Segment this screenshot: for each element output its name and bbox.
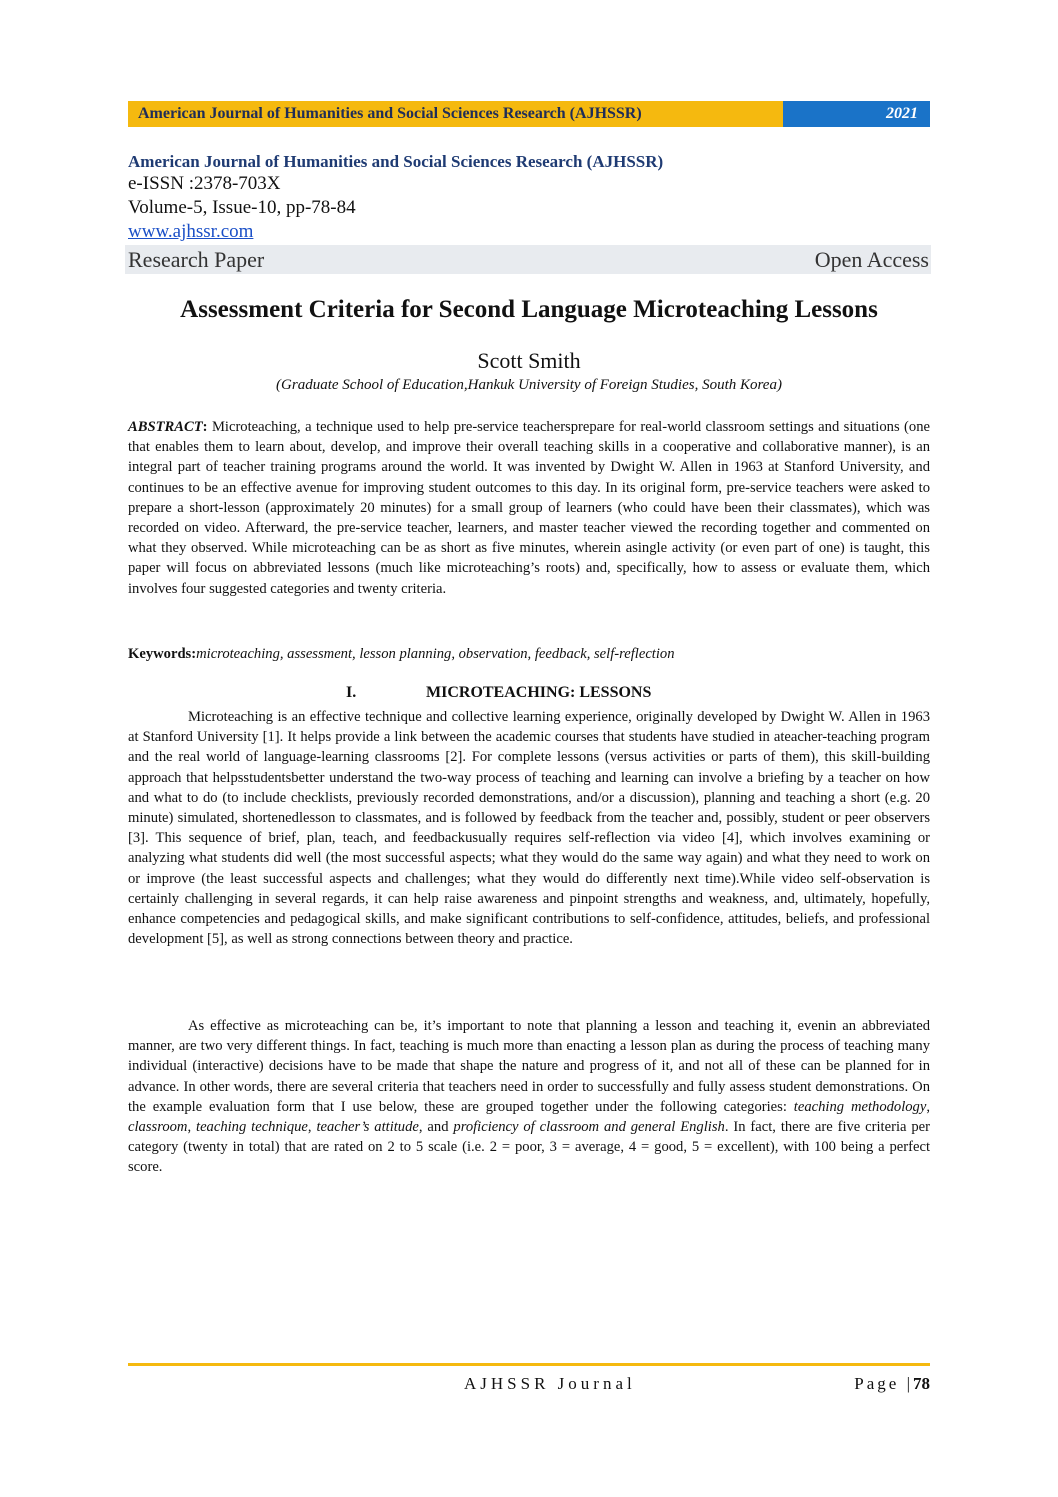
access-type: Open Access bbox=[814, 246, 929, 272]
keywords-label: Keywords: bbox=[128, 646, 197, 662]
category-teaching-technique: teaching technique bbox=[196, 1119, 308, 1136]
journal-website-link[interactable]: www.ajhssr.com bbox=[128, 221, 254, 242]
section-paragraph-2 bbox=[128, 1016, 930, 1178]
footer-page-number: 78 bbox=[913, 1374, 930, 1393]
keywords-text: microteaching, assessment, lesson planning, observation, feedback, self-reflection bbox=[196, 646, 675, 662]
para2-text-b: . In fact, there are five criteria per category (twenty in total) that are rated on 2 to 5 scale (i.e. 2 = poor, 3 = average, 4 = good, 5 = excellent), with 100 being a perfect score. bbox=[128, 1119, 931, 1176]
issn: e-ISSN :2378-703X bbox=[128, 173, 281, 194]
section-title: MICROTEACHING: LESSONS bbox=[426, 684, 652, 701]
category-separator: , bbox=[187, 1119, 197, 1136]
abstract-label: ABSTRACT bbox=[128, 419, 203, 435]
journal-info bbox=[128, 152, 930, 244]
footer-page-label: Page | bbox=[854, 1374, 913, 1393]
category-separator: , bbox=[307, 1119, 317, 1136]
category-teaching-methodology: teaching methodology bbox=[793, 1098, 927, 1115]
footer-page bbox=[854, 1374, 930, 1394]
category-classroom: classroom bbox=[128, 1119, 188, 1136]
volume-issue: Volume-5, Issue-10, pp-78-84 bbox=[128, 197, 356, 218]
journal-banner bbox=[128, 101, 930, 127]
author-affiliation: (Graduate School of Education,Hankuk University of Foreign Studies, South Korea) bbox=[276, 377, 782, 393]
category-separator: , bbox=[926, 1098, 930, 1115]
abstract: ABSTRACT: Microteaching, a technique used to help pre-service teachersprepare for real-world classroom settings and situations (one that enables them to learn about, develop, and improve their overall teaching skills in a cooperative and collaborative manner), is an integral part of teacher training programs around the world. It was invented by Dwight W. Allen in 1963 at Stanford University, and continues to be an effective avenue for improving student outcomes to this day. In its original form, pre-service teachers were asked to prepare a short-lesson (approximately 20 minutes) for a small group of learners (who could have been their classmates), which was recorded on video. Afterward, the pre-service teacher, learners, and master teacher viewed the recording together and commented on what they observed. While microteaching can be as short as five minutes, wherein asingle activity (or even part of one) is taught, this paper will focus on abbreviated lessons (much like microteaching’s roots) and, specifically, how to assess or evaluate them, which involves four suggested categories and twenty criteria. bbox=[128, 419, 930, 597]
paper-type: Research Paper bbox=[128, 246, 265, 272]
page-footer bbox=[128, 1374, 930, 1398]
para2-text-a: As effective as microteaching can be, it’s important to note that planning a lesson and teaching it, evenin an abbreviated manner, are two very different things. In fact, teaching is much more than enacting a lesson plan as during the process of teaching many individual (interactive) decisions have to be made that shape the nature and progress of it, and not all of these can be planned for in advance. In other words, there are several criteria that teachers need in order to successfully and fully assess student demonstrations. On the example evaluation form that I use below, these are grouped together under the following categories: bbox=[128, 1018, 930, 1115]
footer-journal: AJHSSR Journal bbox=[464, 1374, 636, 1393]
abstract-text: Microteaching, a technique used to help pre-service teachersprepare for real-world classroom settings and situations (one that enables them to learn about, develop, and improve their overall teaching skills in a cooperative and collaborative manner), is an integral part of teacher training programs around the world. It was invented by Dwight W. Allen in 1963 at Stanford University, and continues to be an effective avenue for improving student outcomes to this day. In its original form, pre-service teachers were asked to prepare a short-lesson (approximately 20 minutes) for a small group of learners (who could have been their classmates), which was recorded on video. Afterward, the pre-service teacher, learners, and master teacher viewed the recording together and commented on what they observed. While microteaching can be as short as five minutes, wherein asingle activity (or even part of one) is taught, this paper will focus on abbreviated lessons (much like microteaching’s roots) and, specifically, how to assess or evaluate them, which involves four suggested categories and twenty criteria. bbox=[128, 419, 930, 597]
section-paragraph-1: Microteaching is an effective technique and collective learning experience, originally developed by Dwight W. Allen in 1963 at Stanford University [1]. It helps provide a link between the academic courses that students have studied in ateacher-teaching program and the real world of language-learning classrooms [2]. For complete lessons (versus activities or parts of them), this skill-building approach that helpsstudentsbetter understand the two-way process of teaching and learning can involve a briefing by a teacher on how and what to do (to include checklists, previously recorded demonstrations, and/or a discussion), planning and teaching a short (e.g. 20 minute) simulated, shortenedlesson to classmates, and is followed by feedback from the teacher and, possibly, student or peer observers [3]. This sequence of brief, plan, teach, and feedbackusually requires self-reflection via video [4], which involves examining or analyzing what students did well (the most successful aspects; what they would do the same way again) and what they need to work on or improve (the least successful aspects and challenges; what they would do differently next time).While video self-observation is certainly challenging in several regards, it can help raise awareness and pinpoint strengths and weakness, and, ultimately, hopefully, enhance competencies and pedagogical skills, and make significant contributions to self-confidence, attitudes, beliefs, and professional development [5], as well as strong connections between theory and practice. bbox=[128, 709, 930, 948]
footer-rule bbox=[128, 1363, 930, 1366]
category-proficiency: proficiency of classroom and general English bbox=[453, 1119, 725, 1136]
journal-name: American Journal of Humanities and Social Sciences Research (AJHSSR) bbox=[128, 152, 664, 171]
banner-journal-name: American Journal of Humanities and Social Sciences Research (AJHSSR) bbox=[128, 101, 783, 127]
paper-type-bar bbox=[125, 245, 931, 274]
category-teacher-attitude: teacher’s attitude bbox=[316, 1119, 419, 1136]
author-name: Scott Smith bbox=[477, 348, 581, 373]
banner-year: 2021 bbox=[783, 101, 930, 127]
keywords bbox=[128, 644, 930, 664]
section-number: I. bbox=[346, 684, 357, 701]
paper-title: Assessment Criteria for Second Language Microteaching Lessons bbox=[180, 296, 878, 323]
category-separator: , and bbox=[418, 1119, 454, 1136]
